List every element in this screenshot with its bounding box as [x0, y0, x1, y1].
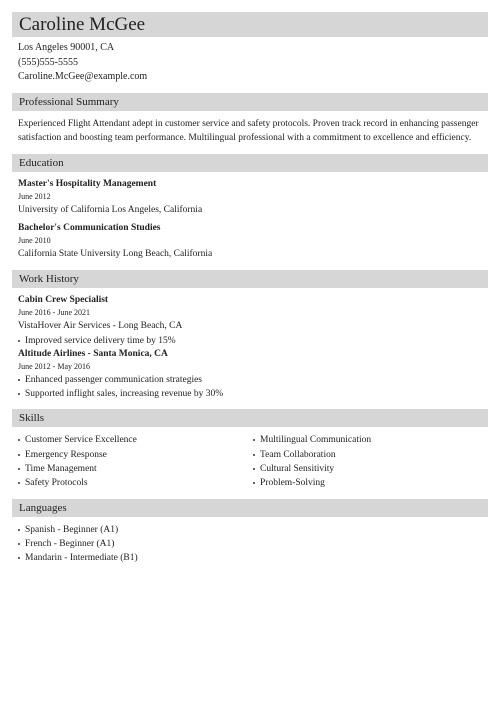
list-item: Customer Service Excellence: [18, 433, 253, 447]
school: University of California Los Angeles, California: [18, 204, 203, 215]
job-bullets: [18, 373, 488, 402]
section-heading-languages: Languages: [12, 499, 488, 517]
summary-text: Experienced Flight Attendant adept in customer service and safety protocols. Proven track record in enhancing passenger satisfaction and boosting team performance. Multilingual professional with a commitment to excellence and efficiency.: [18, 118, 479, 143]
education-entry: [18, 222, 488, 262]
section-heading-work-history: Work History: [12, 270, 488, 288]
email: Caroline.McGee@example.com: [18, 71, 148, 82]
skills-column-right: [253, 433, 488, 490]
degree: Bachelor's Communication Studies: [18, 222, 161, 233]
list-item: French - Beginner (A1): [18, 537, 488, 551]
job-bullets: [18, 334, 488, 348]
phone: (555)555-5555: [18, 56, 78, 68]
job-entry: [18, 294, 488, 348]
job-entry: [18, 348, 488, 402]
list-item: Team Collaboration: [253, 448, 488, 462]
summary-section: [12, 117, 488, 146]
job-dates: June 2016 - June 2021: [18, 307, 90, 317]
job-dates: June 2012 - May 2016: [18, 361, 90, 371]
skills-column-left: [18, 433, 253, 490]
list-item: Time Management: [18, 462, 253, 476]
work-history-section: [12, 294, 488, 402]
job-title: Altitude Airlines - Santa Monica, CA: [18, 348, 168, 359]
list-item: Cultural Sensitivity: [253, 462, 488, 476]
candidate-name: Caroline McGee: [12, 12, 488, 37]
list-item: Safety Protocols: [18, 476, 253, 490]
list-item: Improved service delivery time by 15%: [18, 334, 488, 348]
graduation-date: June 2010: [18, 235, 51, 245]
languages-section: [12, 523, 488, 566]
degree: Master's Hospitality Management: [18, 178, 157, 189]
skills-list: [253, 433, 488, 490]
skills-list: [18, 433, 253, 490]
list-item: Emergency Response: [18, 448, 253, 462]
list-item: Multilingual Communication: [253, 433, 488, 447]
section-heading-summary: Professional Summary: [12, 93, 488, 111]
languages-list: [18, 523, 488, 566]
list-item: Problem-Solving: [253, 476, 488, 490]
education-entry: [18, 178, 488, 218]
list-item: Spanish - Beginner (A1): [18, 523, 488, 537]
address: Los Angeles 90001, CA: [18, 42, 115, 53]
section-heading-skills: Skills: [12, 409, 488, 427]
school: California State University Long Beach, California: [18, 248, 213, 259]
job-title: Cabin Crew Specialist: [18, 294, 109, 305]
contact-info: [12, 41, 488, 85]
company: VistaHover Air Services - Long Beach, CA: [18, 320, 183, 331]
graduation-date: June 2012: [18, 191, 51, 201]
list-item: Supported inflight sales, increasing revenue by 30%: [18, 387, 488, 401]
list-item: Mandarin - Intermediate (B1): [18, 551, 488, 565]
list-item: Enhanced passenger communication strategies: [18, 373, 488, 387]
skills-section: [12, 433, 488, 490]
section-heading-education: Education: [12, 154, 488, 172]
education-section: [12, 178, 488, 262]
